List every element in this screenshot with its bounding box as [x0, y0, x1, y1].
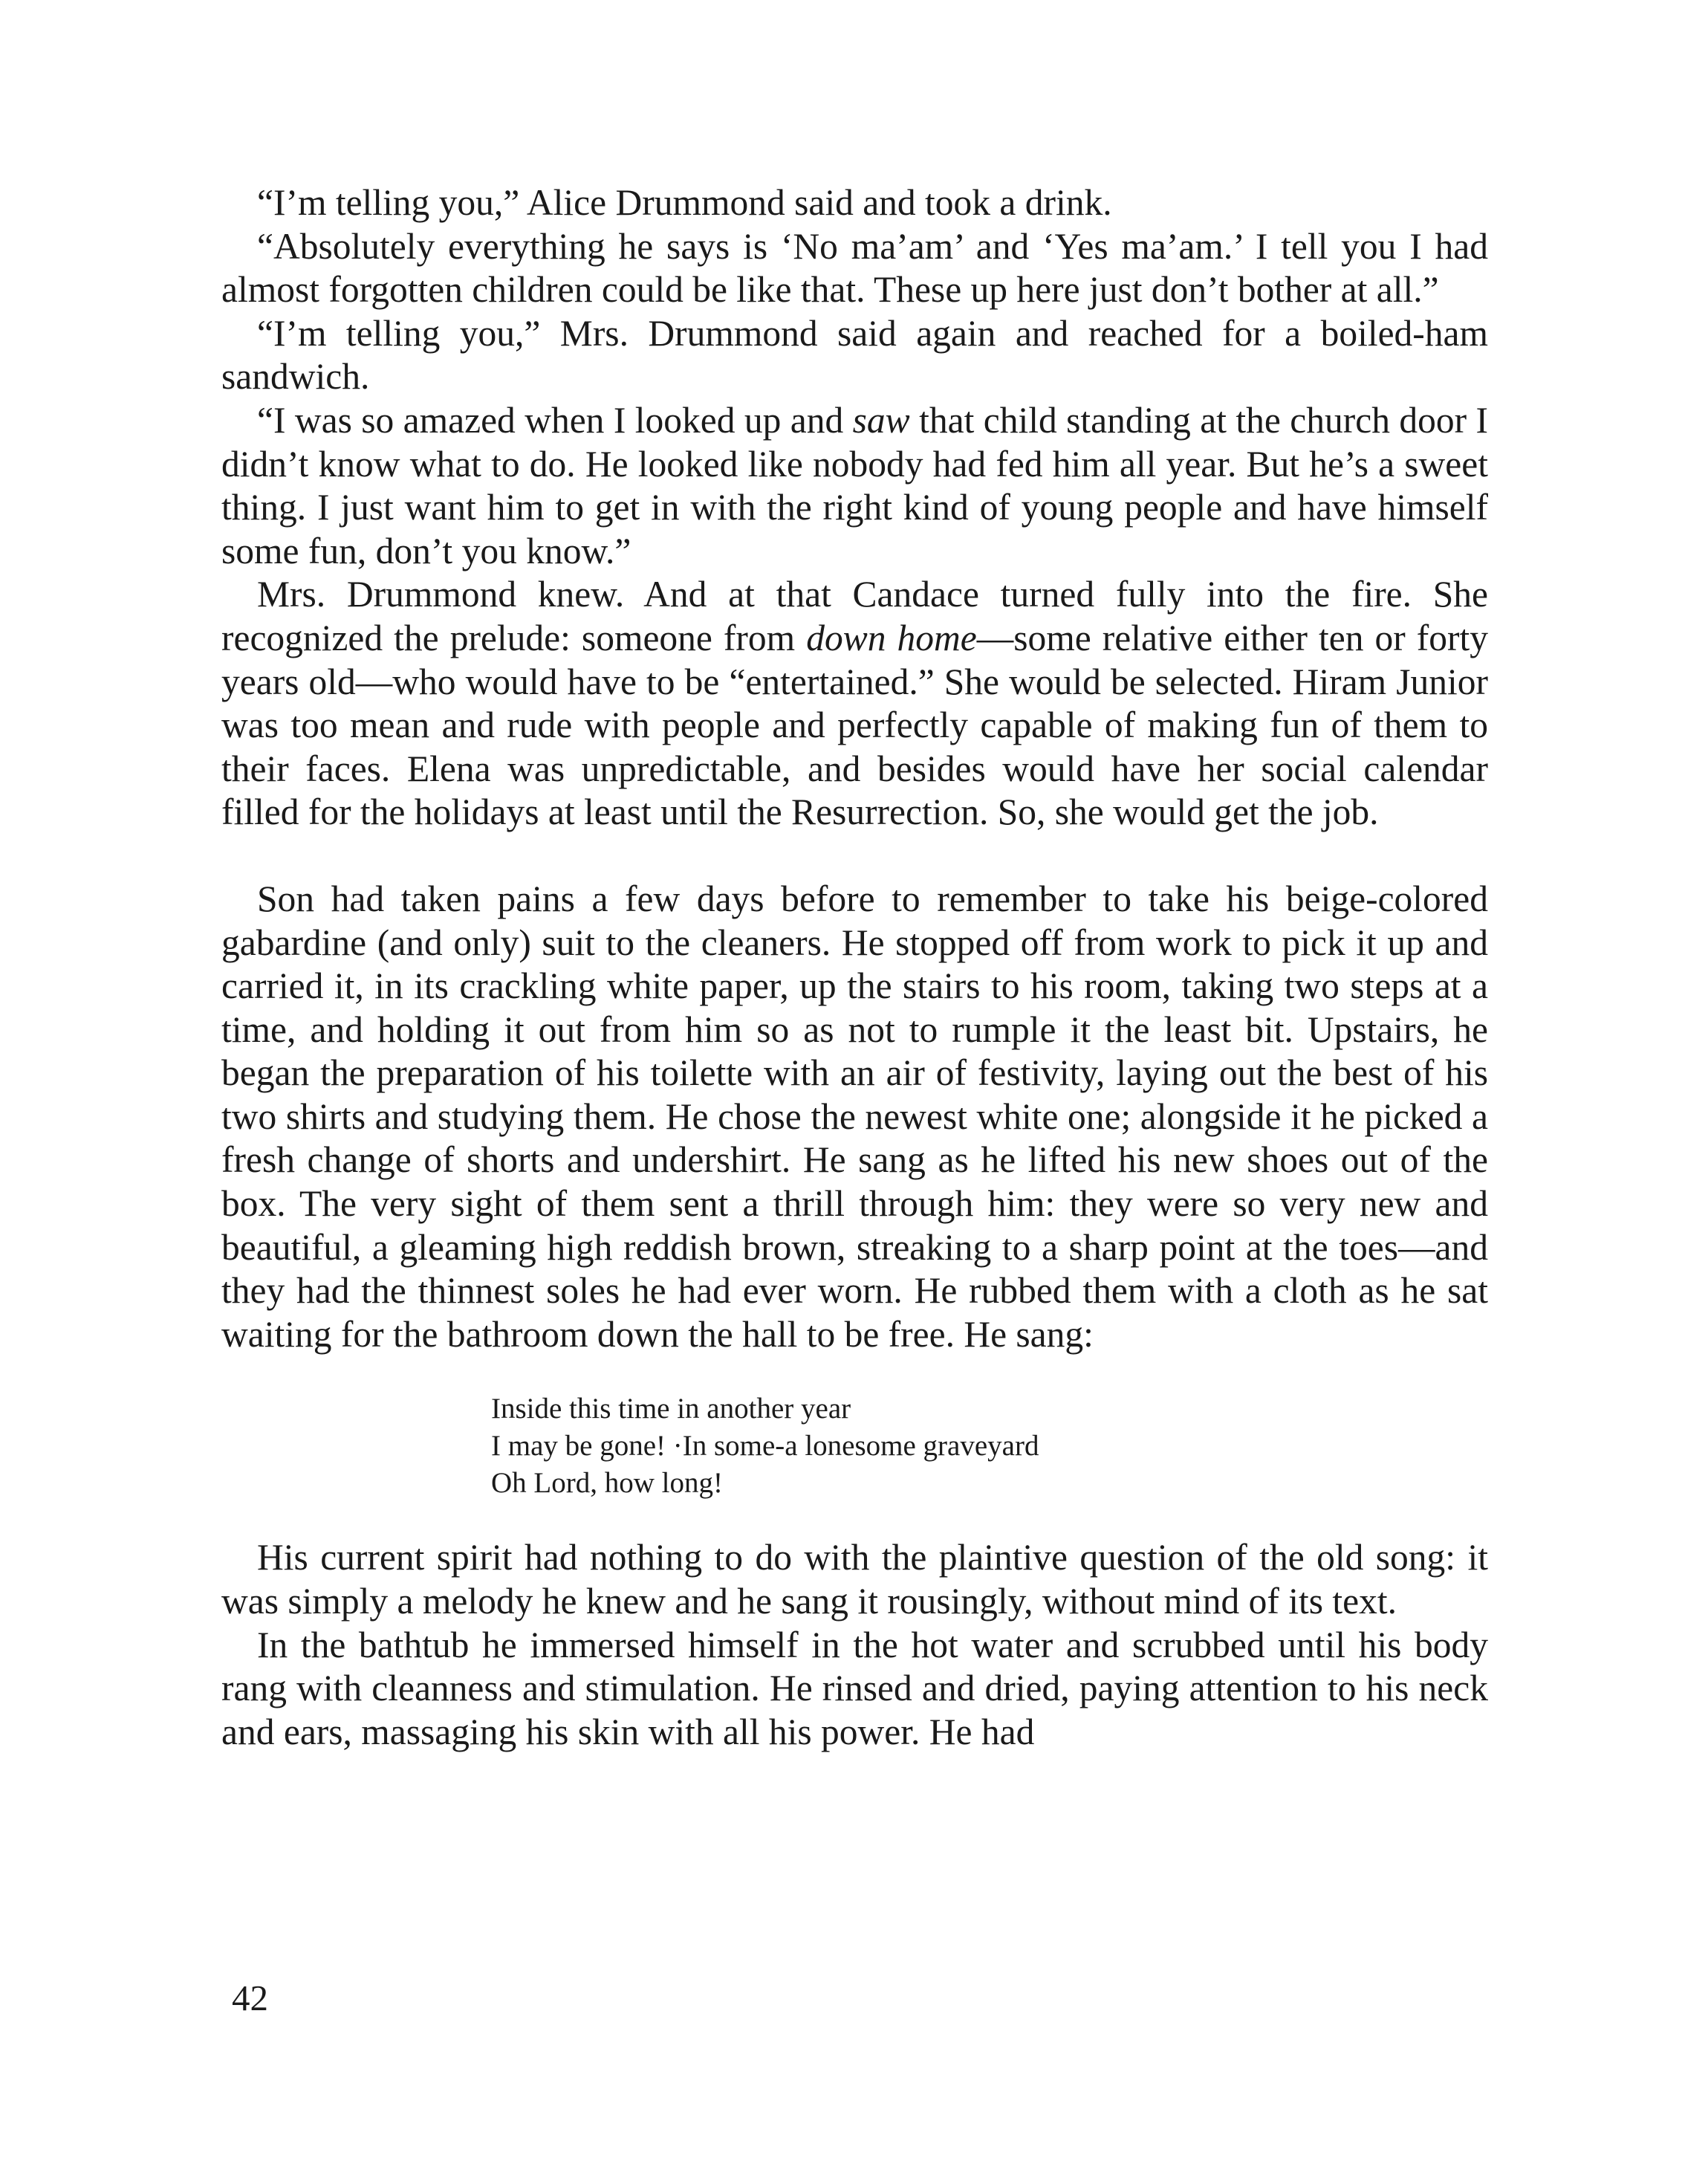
text-run: “Absolutely everything he says is ‘No ma’am’ and ‘Yes ma’am.’ I tell you I had almost forgotten children could be like that. These up here just don’t bother at all.”	[221, 225, 1488, 311]
text-run: “I’m telling you,” Alice Drummond said and took a drink.	[257, 182, 1112, 223]
section-break	[221, 835, 1488, 878]
text-run: that child standing at the church door I didn’t know what to do. He looked like nobody had fed him all year. But he’s a sweet thing. I just want him to get in with the right kind of young people and have himself some fun, don’t you know.”	[221, 399, 1489, 571]
paragraph	[221, 1536, 1488, 1623]
section-two	[221, 878, 1488, 1357]
italic-text: saw	[852, 399, 910, 441]
text-run: —some relative either ten or forty years old—who would have to be “entertained.” She would be selected. Hiram Junior was too mean and rude with people and perfectly capable of making fun of them to their faces. Elena was unpredictable, and besides would have her social calendar filled for the holidays at least until the Resurrection. So, she would get the job.	[221, 617, 1489, 833]
paragraph	[221, 878, 1488, 1357]
song-verse	[491, 1390, 1488, 1502]
paragraph	[221, 225, 1488, 312]
page-number: 42	[232, 1977, 268, 2018]
text-run: In the bathtub he immersed himself in the hot water and scrubbed until his body rang with cleanness and stimulation. He rinsed and dried, paying attention to his neck and ears, massaging his skin with all his power. He had	[221, 1624, 1488, 1752]
text-run: “I’m telling you,” Mrs. Drummond said again and reached for a boiled-ham sandwich.	[221, 312, 1488, 398]
paragraph	[221, 312, 1488, 399]
song-line: Oh Lord, how long!	[491, 1467, 723, 1500]
section-one	[221, 181, 1488, 835]
text-run: “I was so amazed when I looked up and	[257, 399, 853, 441]
paragraph	[221, 399, 1488, 573]
text-run: His current spirit had nothing to do with the plaintive question of the old song: it was simply a melody he knew and he sang it rousingly, without mind of its text.	[221, 1537, 1488, 1622]
paragraph	[221, 573, 1488, 835]
paragraph	[221, 1624, 1488, 1755]
paragraph	[221, 181, 1488, 225]
text-run: Mrs. Drummond knew. And at that Candace turned fully into the fire. She recognized the prelude: someone from	[221, 574, 1488, 658]
italic-text: down home	[806, 617, 977, 658]
section-three	[221, 1536, 1488, 1754]
song-line: I may be gone! ·In some-a lonesome graveyard	[491, 1430, 1039, 1463]
text-run: Son had taken pains a few days before to remember to take his beige-colored gabardine (and only) suit to the cleaners. He stopped off from work to pick it up and carried it, in its crackling white paper, up the stairs to his room, taking two steps at a time, and holding it out from him so as not to rumple it the least bit. Upstairs, he began the preparation of his toilette with an air of festivity, laying out the best of his two shirts and studying them. He chose the newest white one; alongside it he picked a fresh change of shorts and undershirt. He sang as he lifted his new shoes out of the box. The very sight of them sent a thrill through him: they were so very new and beautiful, a gleaming high reddish brown, streaking to a sharp point at the toes—and they had the thinnest soles he had ever worn. He rubbed them with a cloth as he sat waiting for the bathroom down the hall to be free. He sang:	[221, 878, 1488, 1355]
page-body	[221, 181, 1488, 1754]
song-line: Inside this time in another year	[491, 1393, 851, 1425]
